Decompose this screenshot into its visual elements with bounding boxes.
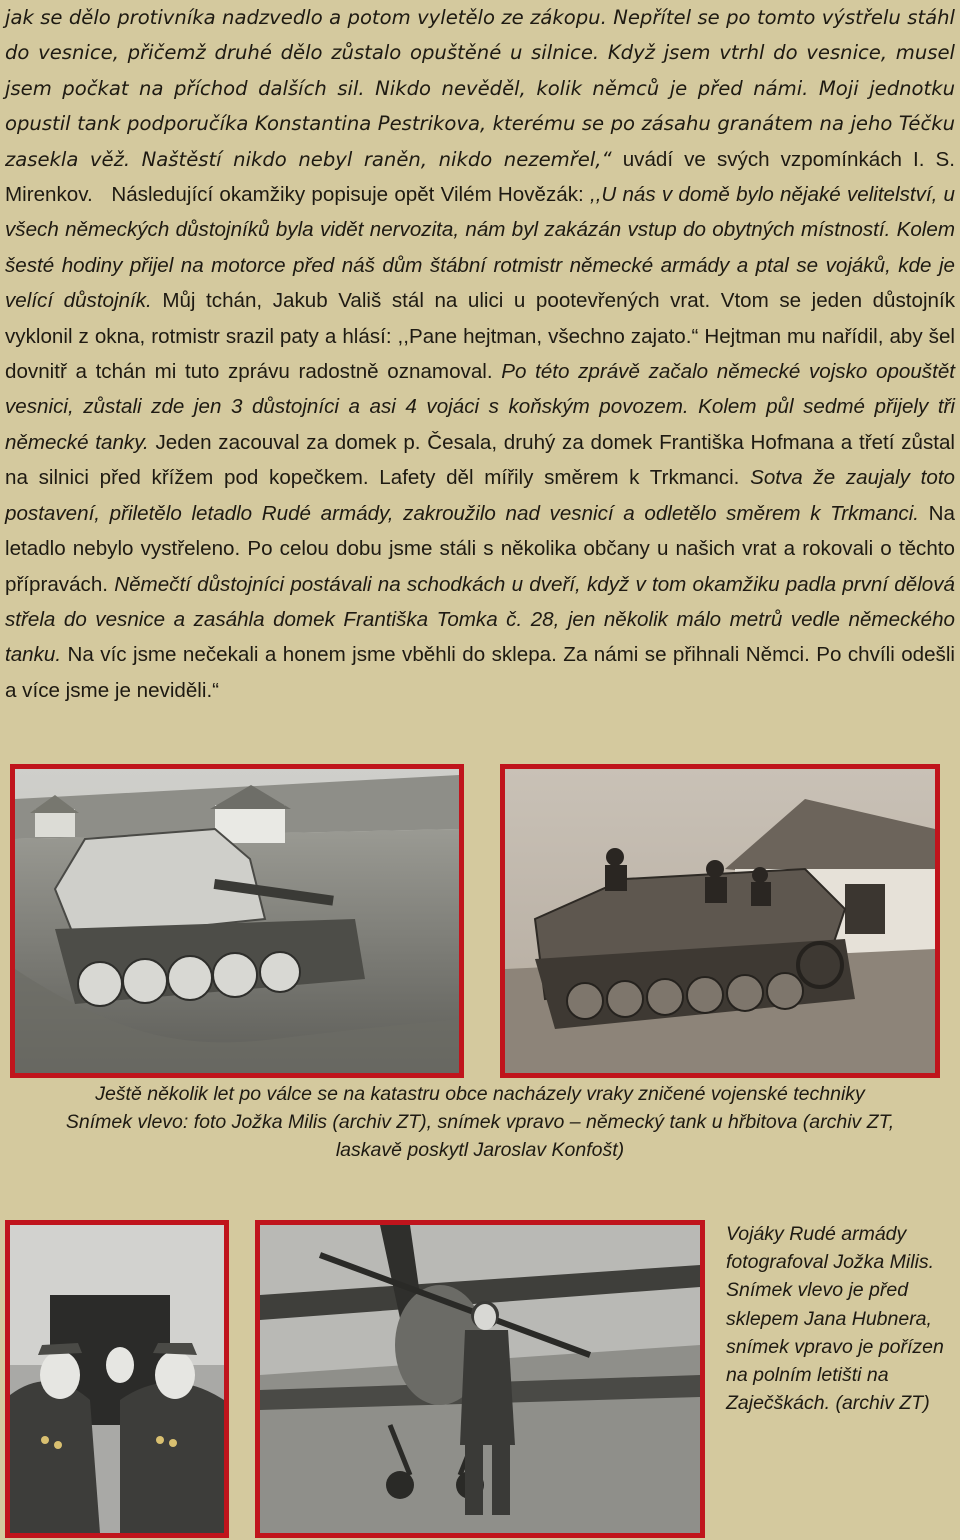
article-segment: Na letadlo nebylo vystřeleno. Po celou dobu jsme stáli s několika občany u našich vrat a rokovali o těchto přípravách. — [5, 501, 955, 596]
caption-line: Ještě několik let po válce se na katastru obce nacházely vraky zničené vojenské techniky — [95, 1083, 865, 1105]
photo-tank-wreck-field — [10, 764, 464, 1078]
article-segment: Jeden zacouval za domek p. Česala, druhý za domek Františka Hofmana a třetí zůstal na silnici před křížem pod kopečkem. Lafety děl mířily směrem k Trkmanci. — [5, 430, 955, 490]
article-segment: Na víc jsme nečekali a honem jsme vběhli do sklepa. Za námi se přihnali Němci. Po chvíli odešli a více jsme je neviděli.“ — [5, 643, 955, 702]
article-segment: Sotva že zaujaly toto postavení, přiletělo letadlo Rudé armády, zakroužilo nad vesnicí a odletělo směrem k Trkmanci. — [5, 466, 955, 525]
caption-side: Vojáky Rudé armády fotografoval Jožka Milis. Snímek vlevo je před sklepem Jana Hubnera, snímek vpravo je pořízen na polním letišti na Zaječškách. (archiv ZT) — [726, 1223, 944, 1415]
article-segment: jak se dělo protivníka nadzvedlo a potom vyletělo ze zákopu. Nepřítel se po tomto výstřelu stáhl do vesnice, přičemž druhé dělo zůstalo opuštěné u silnice. Když jsem vtrhl do vesnice, musel jsem počkat na příchod dalších sil. Nikdo nevěděl, kolik němců je před námi. Moji jednotku opustil tank podporučíka Konstantina Pestrikova, kterému se po zásahu granátem na jeho Téčku zasekla věž. Naštěstí nikdo nebyl raněn, nikdo nezemřel,“ — [5, 6, 955, 171]
article-segment: uvádí ve svých vzpomínkách I. S. Mirenkov. — [5, 147, 955, 207]
tank-wreck-image — [15, 769, 459, 1073]
photo-biplane-airfield — [255, 1220, 705, 1538]
article-segment: ,,U nás v domě bylo nějaké velitelství, u všech německých důstojníků byla vidět nervozita, nám byl zakázán vstup do obytných místností. Kolem šesté hodiny přijel na motorce před náš dům štábní rotmistr německé armády a ptal se vojáků, kde je velící důstojník. — [5, 183, 955, 313]
article-segment: Můj tchán, Jakub Vališ stál na ulici u pootevřených vrat. Vtom se jeden důstojník vyklonil z okna, rotmistr srazil paty a hlásí: ,,Pane hejtman, všechno zajato.“ Hejtman mu nařídil, aby šel dovnitř a tchán mi tuto zprávu radostně oznamoval. — [5, 289, 955, 384]
soldiers-cellar-image — [10, 1225, 224, 1533]
article-segment: Po této zprávě začalo německé vojsko opouštět vesnici, zůstali zde jen 3 důstojníci a asi 4 vojáci s koňským povozem. Kolem půl sedmé přijely tři německé tanky. — [5, 360, 956, 454]
caption-line: Snímek vlevo: foto Jožka Milis (archiv ZT), snímek vpravo – německý tank u hřbitova (archiv ZT, — [65, 1111, 895, 1133]
article-segment: Němečtí důstojníci postávali na schodkách u dveří, když v tom okamžiku padla první dělová střela do vesnice a zasáhla domek Františka Tomka č. 28, jen několik málo metrů vedle německého tanku. — [5, 572, 955, 667]
photo-soldiers-cellar — [5, 1220, 229, 1538]
caption-top — [0, 1080, 960, 1164]
article-segment: Následující okamžiky popisuje opět Vilém Hovězák: — [92, 183, 590, 207]
german-tank-image — [505, 769, 935, 1073]
caption-line: laskavě poskytl Jaroslav Konfošt) — [335, 1139, 625, 1161]
biplane-image — [260, 1225, 700, 1533]
article-text — [5, 0, 955, 708]
photo-german-tank-house — [500, 764, 940, 1078]
